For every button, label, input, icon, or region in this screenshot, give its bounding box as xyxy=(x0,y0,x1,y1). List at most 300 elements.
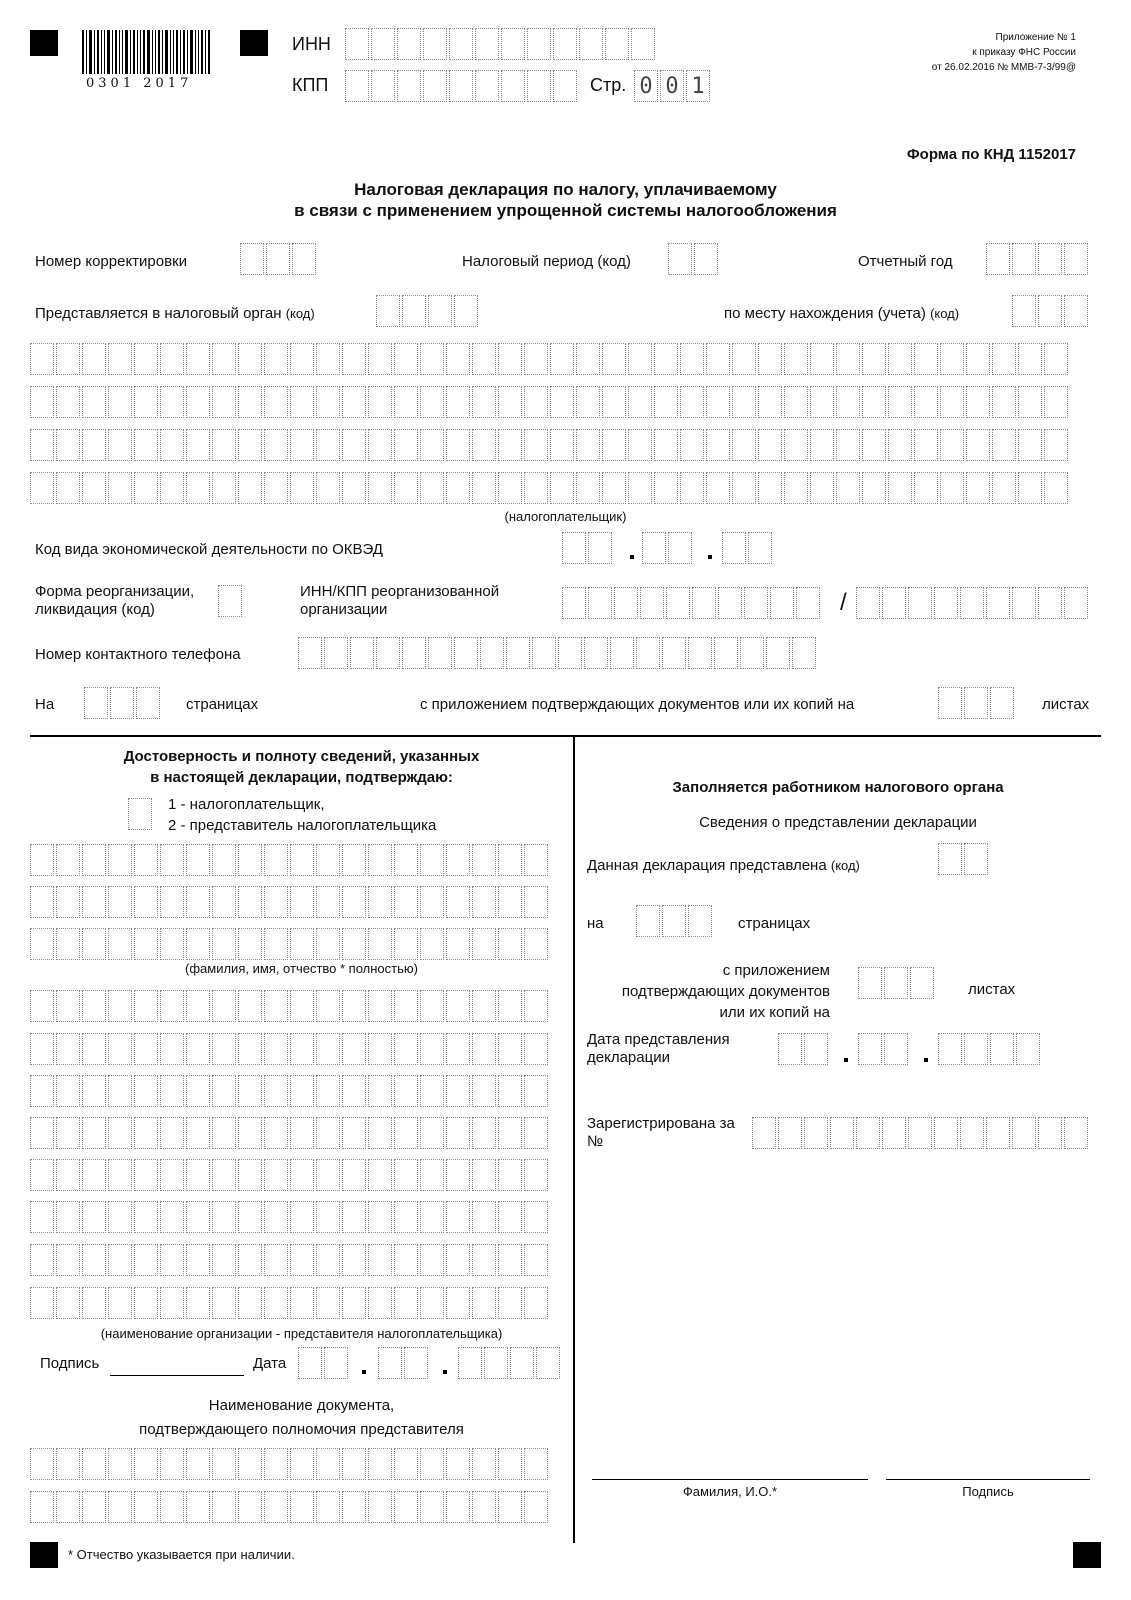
tax-authority-cells[interactable] xyxy=(376,295,480,331)
input-cell[interactable] xyxy=(368,1117,392,1149)
input-cell[interactable] xyxy=(472,990,496,1022)
input-cell[interactable] xyxy=(524,1244,548,1276)
input-cell[interactable] xyxy=(472,1244,496,1276)
input-cell[interactable] xyxy=(836,472,860,504)
input-cell[interactable] xyxy=(446,1159,470,1191)
input-cell[interactable] xyxy=(160,1159,184,1191)
input-cell[interactable] xyxy=(56,1117,80,1149)
input-cell[interactable] xyxy=(212,1448,236,1480)
inn-cells[interactable] xyxy=(345,28,657,64)
input-cell[interactable] xyxy=(290,1491,314,1523)
input-cell[interactable] xyxy=(862,472,886,504)
inspector-signature-line[interactable] xyxy=(886,1479,1090,1480)
input-cell[interactable] xyxy=(862,429,886,461)
input-cell[interactable] xyxy=(212,1075,236,1107)
input-cell[interactable] xyxy=(342,1244,366,1276)
input-cell[interactable] xyxy=(368,343,392,375)
input-cell[interactable] xyxy=(446,429,470,461)
input-cell[interactable] xyxy=(212,1201,236,1233)
input-cell[interactable] xyxy=(888,472,912,504)
input-cell[interactable] xyxy=(420,1117,444,1149)
input-cell[interactable] xyxy=(30,844,54,876)
input-cell[interactable] xyxy=(732,429,756,461)
input-cell[interactable] xyxy=(30,1117,54,1149)
input-cell[interactable] xyxy=(290,1244,314,1276)
input-cell[interactable] xyxy=(160,886,184,918)
input-cell[interactable] xyxy=(290,1159,314,1191)
input-cell[interactable] xyxy=(290,1287,314,1319)
input-cell[interactable] xyxy=(134,990,158,1022)
kpp-cells[interactable] xyxy=(345,70,579,106)
input-cell[interactable] xyxy=(186,928,210,960)
input-cell[interactable] xyxy=(368,886,392,918)
input-cell[interactable] xyxy=(862,343,886,375)
input-cell[interactable] xyxy=(758,343,782,375)
cell-row[interactable] xyxy=(30,472,1070,508)
input-cell[interactable] xyxy=(238,928,262,960)
input-cell[interactable] xyxy=(212,472,236,504)
input-cell[interactable] xyxy=(420,1287,444,1319)
input-cell[interactable] xyxy=(316,1287,340,1319)
input-cell[interactable] xyxy=(420,1075,444,1107)
input-cell[interactable] xyxy=(342,1448,366,1480)
input-cell[interactable] xyxy=(1044,343,1068,375)
input-cell[interactable] xyxy=(160,1201,184,1233)
input-cell[interactable] xyxy=(212,886,236,918)
input-cell[interactable] xyxy=(212,1117,236,1149)
input-cell[interactable] xyxy=(264,928,288,960)
input-cell[interactable] xyxy=(446,472,470,504)
input-cell[interactable] xyxy=(550,343,574,375)
input-cell[interactable] xyxy=(212,844,236,876)
input-cell[interactable] xyxy=(498,1244,522,1276)
input-cell[interactable] xyxy=(264,1244,288,1276)
cell-row[interactable] xyxy=(30,1244,550,1280)
reorg-kpp-cells[interactable] xyxy=(856,587,1090,623)
input-cell[interactable] xyxy=(394,343,418,375)
input-cell[interactable] xyxy=(30,1287,54,1319)
input-cell[interactable] xyxy=(134,1448,158,1480)
input-cell[interactable] xyxy=(134,844,158,876)
input-cell[interactable] xyxy=(498,472,522,504)
input-cell[interactable] xyxy=(498,886,522,918)
input-cell[interactable] xyxy=(160,1448,184,1480)
input-cell[interactable] xyxy=(888,343,912,375)
input-cell[interactable] xyxy=(30,472,54,504)
input-cell[interactable] xyxy=(498,1033,522,1065)
input-cell[interactable] xyxy=(56,1491,80,1523)
input-cell[interactable] xyxy=(56,1159,80,1191)
input-cell[interactable] xyxy=(160,928,184,960)
input-cell[interactable] xyxy=(732,472,756,504)
input-cell[interactable] xyxy=(342,990,366,1022)
input-cell[interactable] xyxy=(212,1287,236,1319)
input-cell[interactable] xyxy=(108,1491,132,1523)
input-cell[interactable] xyxy=(316,1201,340,1233)
input-cell[interactable] xyxy=(394,386,418,418)
phone-cells[interactable] xyxy=(298,637,818,673)
input-cell[interactable] xyxy=(342,343,366,375)
cell-row[interactable] xyxy=(30,886,550,922)
input-cell[interactable] xyxy=(238,1287,262,1319)
input-cell[interactable] xyxy=(82,386,106,418)
input-cell[interactable] xyxy=(290,472,314,504)
input-cell[interactable] xyxy=(108,1244,132,1276)
input-cell[interactable] xyxy=(446,1201,470,1233)
input-cell[interactable] xyxy=(160,1075,184,1107)
input-cell[interactable] xyxy=(602,429,626,461)
submitted-code-cells[interactable] xyxy=(938,843,990,879)
input-cell[interactable] xyxy=(108,386,132,418)
input-cell[interactable] xyxy=(212,1491,236,1523)
input-cell[interactable] xyxy=(446,1033,470,1065)
input-cell[interactable] xyxy=(186,990,210,1022)
input-cell[interactable] xyxy=(498,343,522,375)
input-cell[interactable] xyxy=(368,1448,392,1480)
input-cell[interactable] xyxy=(368,472,392,504)
input-cell[interactable] xyxy=(394,1448,418,1480)
input-cell[interactable] xyxy=(56,386,80,418)
input-cell[interactable] xyxy=(810,343,834,375)
input-cell[interactable] xyxy=(238,429,262,461)
input-cell[interactable] xyxy=(264,472,288,504)
input-cell[interactable] xyxy=(758,472,782,504)
input-cell[interactable] xyxy=(524,429,548,461)
input-cell[interactable] xyxy=(602,343,626,375)
input-cell[interactable] xyxy=(550,472,574,504)
input-cell[interactable] xyxy=(82,1244,106,1276)
input-cell[interactable] xyxy=(498,429,522,461)
input-cell[interactable] xyxy=(82,429,106,461)
input-cell[interactable] xyxy=(1018,429,1042,461)
input-cell[interactable] xyxy=(394,1075,418,1107)
input-cell[interactable] xyxy=(706,472,730,504)
input-cell[interactable] xyxy=(290,386,314,418)
input-cell[interactable] xyxy=(706,429,730,461)
input-cell[interactable] xyxy=(966,429,990,461)
input-cell[interactable] xyxy=(368,429,392,461)
input-cell[interactable] xyxy=(342,1491,366,1523)
input-cell[interactable] xyxy=(316,343,340,375)
input-cell[interactable] xyxy=(368,1033,392,1065)
input-cell[interactable] xyxy=(134,1491,158,1523)
input-cell[interactable] xyxy=(264,990,288,1022)
input-cell[interactable] xyxy=(290,1201,314,1233)
input-cell[interactable] xyxy=(524,886,548,918)
input-cell[interactable] xyxy=(290,1117,314,1149)
cell-row[interactable] xyxy=(30,1448,550,1484)
input-cell[interactable] xyxy=(810,386,834,418)
input-cell[interactable] xyxy=(498,1201,522,1233)
input-cell[interactable] xyxy=(342,1159,366,1191)
input-cell[interactable] xyxy=(290,343,314,375)
input-cell[interactable] xyxy=(992,386,1016,418)
input-cell[interactable] xyxy=(30,886,54,918)
input-cell[interactable] xyxy=(30,1201,54,1233)
input-cell[interactable] xyxy=(160,990,184,1022)
input-cell[interactable] xyxy=(524,1287,548,1319)
input-cell[interactable] xyxy=(30,1159,54,1191)
input-cell[interactable] xyxy=(108,844,132,876)
signature-line[interactable] xyxy=(110,1375,244,1376)
input-cell[interactable] xyxy=(342,386,366,418)
input-cell[interactable] xyxy=(30,1448,54,1480)
input-cell[interactable] xyxy=(316,386,340,418)
input-cell[interactable] xyxy=(498,844,522,876)
cell-row[interactable] xyxy=(30,928,550,964)
input-cell[interactable] xyxy=(446,886,470,918)
right-pages-cells[interactable] xyxy=(636,905,714,941)
input-cell[interactable] xyxy=(966,343,990,375)
input-cell[interactable] xyxy=(394,1491,418,1523)
input-cell[interactable] xyxy=(1044,386,1068,418)
input-cell[interactable] xyxy=(82,844,106,876)
input-cell[interactable] xyxy=(56,1448,80,1480)
input-cell[interactable] xyxy=(212,990,236,1022)
input-cell[interactable] xyxy=(758,386,782,418)
input-cell[interactable] xyxy=(316,1075,340,1107)
input-cell[interactable] xyxy=(316,1448,340,1480)
input-cell[interactable] xyxy=(56,928,80,960)
input-cell[interactable] xyxy=(108,1159,132,1191)
input-cell[interactable] xyxy=(316,1033,340,1065)
input-cell[interactable] xyxy=(56,1287,80,1319)
input-cell[interactable] xyxy=(524,1201,548,1233)
input-cell[interactable] xyxy=(992,343,1016,375)
input-cell[interactable] xyxy=(56,990,80,1022)
inspector-name-line[interactable] xyxy=(592,1479,868,1480)
okved-cells-3[interactable] xyxy=(722,532,774,568)
input-cell[interactable] xyxy=(30,1075,54,1107)
cell-row[interactable] xyxy=(30,343,1070,379)
input-cell[interactable] xyxy=(30,1033,54,1065)
input-cell[interactable] xyxy=(238,1117,262,1149)
input-cell[interactable] xyxy=(342,1201,366,1233)
input-cell[interactable] xyxy=(290,1075,314,1107)
input-cell[interactable] xyxy=(134,429,158,461)
input-cell[interactable] xyxy=(446,1448,470,1480)
input-cell[interactable] xyxy=(56,1201,80,1233)
submission-day-cells[interactable] xyxy=(778,1033,830,1069)
input-cell[interactable] xyxy=(264,1117,288,1149)
cell-row[interactable] xyxy=(30,1201,550,1237)
input-cell[interactable] xyxy=(30,429,54,461)
input-cell[interactable] xyxy=(186,844,210,876)
cell-row[interactable] xyxy=(30,429,1070,465)
input-cell[interactable] xyxy=(940,343,964,375)
input-cell[interactable] xyxy=(134,1033,158,1065)
input-cell[interactable] xyxy=(186,1117,210,1149)
input-cell[interactable] xyxy=(264,1448,288,1480)
input-cell[interactable] xyxy=(498,990,522,1022)
input-cell[interactable] xyxy=(108,1287,132,1319)
input-cell[interactable] xyxy=(186,1159,210,1191)
input-cell[interactable] xyxy=(576,429,600,461)
page-number-cells[interactable] xyxy=(634,70,712,106)
input-cell[interactable] xyxy=(628,386,652,418)
submission-month-cells[interactable] xyxy=(858,1033,910,1069)
input-cell[interactable] xyxy=(420,429,444,461)
input-cell[interactable] xyxy=(784,343,808,375)
input-cell[interactable] xyxy=(498,1448,522,1480)
input-cell[interactable] xyxy=(108,429,132,461)
input-cell[interactable] xyxy=(316,886,340,918)
okved-cells-2[interactable] xyxy=(642,532,694,568)
input-cell[interactable] xyxy=(524,1033,548,1065)
input-cell[interactable] xyxy=(238,1244,262,1276)
input-cell[interactable] xyxy=(602,386,626,418)
input-cell[interactable] xyxy=(160,386,184,418)
input-cell[interactable] xyxy=(290,928,314,960)
input-cell[interactable] xyxy=(134,886,158,918)
input-cell[interactable] xyxy=(186,1448,210,1480)
input-cell[interactable] xyxy=(966,386,990,418)
input-cell[interactable] xyxy=(264,1201,288,1233)
input-cell[interactable] xyxy=(368,1075,392,1107)
input-cell[interactable] xyxy=(524,386,548,418)
input-cell[interactable] xyxy=(914,429,938,461)
input-cell[interactable] xyxy=(394,1033,418,1065)
input-cell[interactable] xyxy=(524,928,548,960)
input-cell[interactable] xyxy=(30,928,54,960)
input-cell[interactable] xyxy=(602,472,626,504)
input-cell[interactable] xyxy=(186,886,210,918)
input-cell[interactable] xyxy=(290,429,314,461)
input-cell[interactable] xyxy=(212,386,236,418)
input-cell[interactable] xyxy=(212,429,236,461)
input-cell[interactable] xyxy=(264,1033,288,1065)
cell-row[interactable] xyxy=(30,1287,550,1323)
input-cell[interactable] xyxy=(810,429,834,461)
input-cell[interactable] xyxy=(264,1075,288,1107)
input-cell[interactable] xyxy=(732,343,756,375)
input-cell[interactable] xyxy=(1018,472,1042,504)
correction-number-cells[interactable] xyxy=(240,243,318,279)
input-cell[interactable] xyxy=(1018,386,1042,418)
input-cell[interactable] xyxy=(992,429,1016,461)
input-cell[interactable] xyxy=(160,1491,184,1523)
input-cell[interactable] xyxy=(472,1033,496,1065)
input-cell[interactable] xyxy=(264,429,288,461)
input-cell[interactable] xyxy=(186,1033,210,1065)
input-cell[interactable] xyxy=(56,472,80,504)
input-cell[interactable] xyxy=(1044,429,1068,461)
input-cell[interactable] xyxy=(238,990,262,1022)
input-cell[interactable] xyxy=(316,1117,340,1149)
input-cell[interactable] xyxy=(212,928,236,960)
input-cell[interactable] xyxy=(134,1159,158,1191)
input-cell[interactable] xyxy=(316,472,340,504)
input-cell[interactable] xyxy=(264,1287,288,1319)
input-cell[interactable] xyxy=(82,990,106,1022)
input-cell[interactable] xyxy=(342,1075,366,1107)
input-cell[interactable] xyxy=(784,472,808,504)
input-cell[interactable] xyxy=(654,386,678,418)
input-cell[interactable] xyxy=(394,928,418,960)
input-cell[interactable] xyxy=(420,990,444,1022)
input-cell[interactable] xyxy=(56,844,80,876)
input-cell[interactable] xyxy=(186,1491,210,1523)
input-cell[interactable] xyxy=(368,386,392,418)
input-cell[interactable] xyxy=(628,343,652,375)
input-cell[interactable] xyxy=(82,1117,106,1149)
input-cell[interactable] xyxy=(238,1201,262,1233)
input-cell[interactable] xyxy=(56,1244,80,1276)
input-cell[interactable] xyxy=(368,844,392,876)
input-cell[interactable] xyxy=(498,1117,522,1149)
input-cell[interactable] xyxy=(914,343,938,375)
input-cell[interactable] xyxy=(238,1448,262,1480)
input-cell[interactable] xyxy=(238,386,262,418)
input-cell[interactable] xyxy=(108,886,132,918)
report-year-cells[interactable] xyxy=(986,243,1090,279)
input-cell[interactable] xyxy=(394,1159,418,1191)
input-cell[interactable] xyxy=(758,429,782,461)
input-cell[interactable] xyxy=(472,386,496,418)
input-cell[interactable] xyxy=(498,1491,522,1523)
input-cell[interactable] xyxy=(446,1287,470,1319)
input-cell[interactable] xyxy=(290,1448,314,1480)
input-cell[interactable] xyxy=(420,928,444,960)
input-cell[interactable] xyxy=(966,472,990,504)
input-cell[interactable] xyxy=(238,343,262,375)
input-cell[interactable] xyxy=(212,1159,236,1191)
input-cell[interactable] xyxy=(290,886,314,918)
input-cell[interactable] xyxy=(498,1075,522,1107)
sign-date-month-cells[interactable] xyxy=(378,1347,430,1383)
input-cell[interactable] xyxy=(550,386,574,418)
input-cell[interactable] xyxy=(82,343,106,375)
input-cell[interactable] xyxy=(706,343,730,375)
input-cell[interactable] xyxy=(446,928,470,960)
cell-row[interactable] xyxy=(30,1491,550,1527)
input-cell[interactable] xyxy=(654,429,678,461)
input-cell[interactable] xyxy=(108,1117,132,1149)
input-cell[interactable] xyxy=(472,429,496,461)
input-cell[interactable] xyxy=(472,1159,496,1191)
input-cell[interactable] xyxy=(394,1287,418,1319)
input-cell[interactable] xyxy=(420,386,444,418)
input-cell[interactable] xyxy=(784,386,808,418)
input-cell[interactable] xyxy=(732,386,756,418)
input-cell[interactable] xyxy=(524,1117,548,1149)
input-cell[interactable] xyxy=(394,1117,418,1149)
input-cell[interactable] xyxy=(576,472,600,504)
input-cell[interactable] xyxy=(316,1491,340,1523)
input-cell[interactable] xyxy=(160,429,184,461)
input-cell[interactable] xyxy=(264,1159,288,1191)
input-cell[interactable] xyxy=(524,990,548,1022)
input-cell[interactable] xyxy=(316,429,340,461)
input-cell[interactable] xyxy=(420,1244,444,1276)
input-cell[interactable] xyxy=(160,472,184,504)
input-cell[interactable] xyxy=(472,1491,496,1523)
cell-row[interactable] xyxy=(30,844,550,880)
input-cell[interactable] xyxy=(446,1244,470,1276)
input-cell[interactable] xyxy=(498,1287,522,1319)
sign-date-day-cells[interactable] xyxy=(298,1347,350,1383)
input-cell[interactable] xyxy=(368,990,392,1022)
input-cell[interactable] xyxy=(186,1287,210,1319)
input-cell[interactable] xyxy=(108,990,132,1022)
input-cell[interactable] xyxy=(446,343,470,375)
input-cell[interactable] xyxy=(82,1033,106,1065)
input-cell[interactable] xyxy=(134,1244,158,1276)
input-cell[interactable] xyxy=(82,1075,106,1107)
input-cell[interactable] xyxy=(82,1201,106,1233)
input-cell[interactable] xyxy=(30,990,54,1022)
input-cell[interactable] xyxy=(498,928,522,960)
